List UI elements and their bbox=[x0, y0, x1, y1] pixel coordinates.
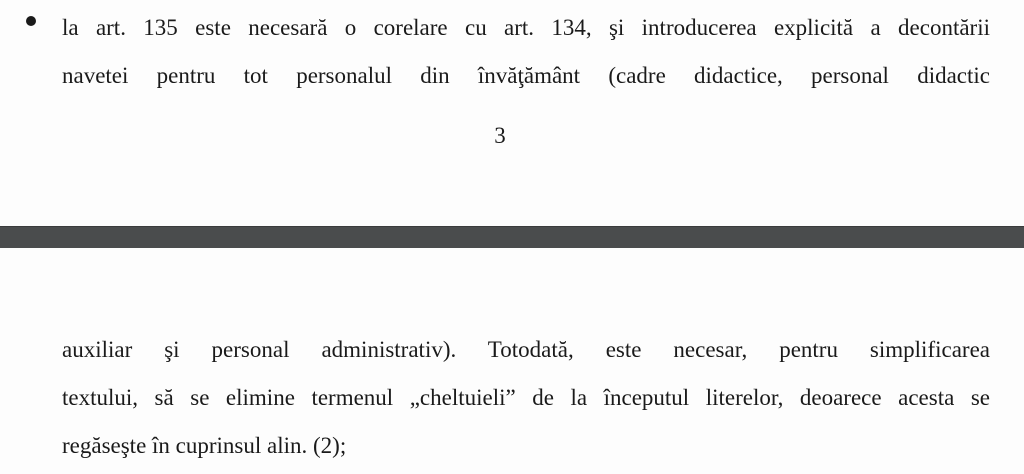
document-page-bottom bbox=[0, 248, 1024, 474]
document-page-top bbox=[0, 0, 1024, 226]
paragraph-line: textului, să se elimine termenul „cheltuieli” de la începutul literelor, deoarece acesta se bbox=[62, 385, 990, 410]
paragraph-line: auxiliar şi personal administrativ). Totodată, este necesar, pentru simplificarea bbox=[62, 337, 990, 362]
page-number: 3 bbox=[494, 123, 506, 148]
paragraph-line: navetei pentru tot personalul din învăţământ (cadre didactice, personal didactic bbox=[62, 63, 990, 88]
paragraph-line: la art. 135 este necesară o corelare cu art. 134, şi introducerea explicită a decontării bbox=[62, 15, 990, 40]
paragraph-line: regăseşte în cuprinsul alin. (2); bbox=[62, 433, 347, 458]
bullet-icon bbox=[26, 16, 36, 26]
